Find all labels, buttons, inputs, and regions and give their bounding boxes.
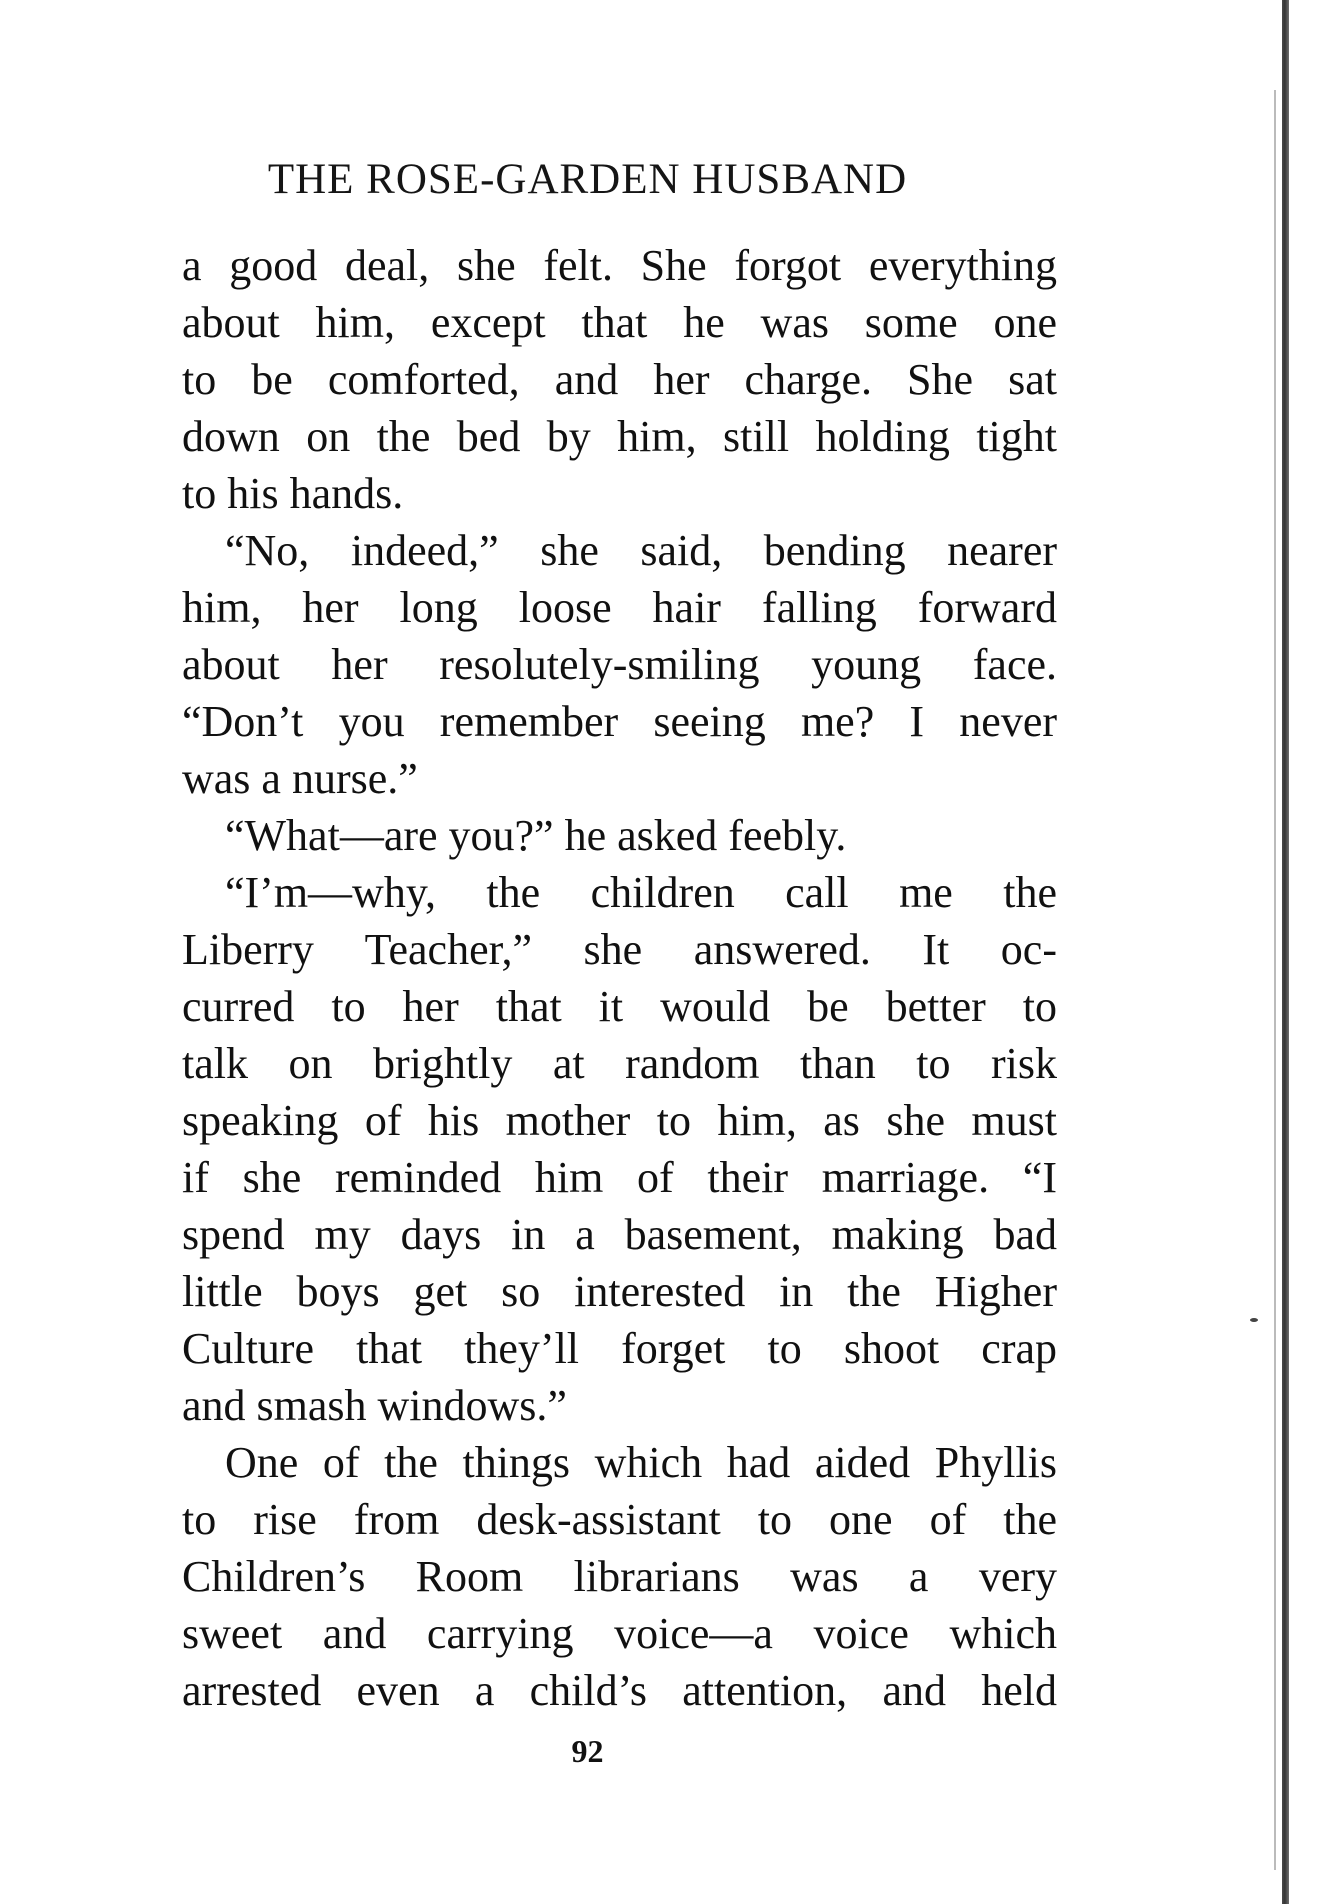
text-line: curred to her that it would be better to <box>182 982 1057 1031</box>
text-line: Children’s Room librarians was a very <box>182 1552 1057 1601</box>
text-line: a good deal, she felt. She forgot everything <box>182 241 1057 290</box>
text-line: sweet and carrying voice—a voice which <box>182 1609 1057 1658</box>
text-line: spend my days in a basement, making bad <box>182 1210 1057 1259</box>
text-line: and smash windows.” <box>182 1381 567 1430</box>
text-line: to his hands. <box>182 469 404 518</box>
text-line: “What—are you?” he asked feebly. <box>225 811 847 860</box>
page-number: 92 <box>571 1733 604 1769</box>
text-line: talk on brightly at random than to risk <box>182 1039 1057 1088</box>
text-line: down on the bed by him, still holding tight <box>182 412 1057 461</box>
text-line: to rise from desk-assistant to one of the <box>182 1495 1057 1544</box>
text-line: Liberry Teacher,” she answered. It oc- <box>182 925 1057 974</box>
text-line: to be comforted, and her charge. She sat <box>182 355 1057 404</box>
text-line: “Don’t you remember seeing me? I never <box>182 697 1057 746</box>
text-line: Culture that they’ll forget to shoot crap <box>182 1324 1057 1373</box>
binding-shadow <box>1282 0 1289 1904</box>
text-line: One of the things which had aided Phyllis <box>225 1438 1057 1487</box>
text-line: speaking of his mother to him, as she must <box>182 1096 1057 1145</box>
text-line: about him, except that he was some one <box>182 298 1057 347</box>
text-line: if she reminded him of their marriage. “I <box>182 1153 1057 1202</box>
binding-edge-line <box>1274 90 1276 1870</box>
ink-speck <box>1250 1318 1258 1322</box>
text-line: “No, indeed,” she said, bending nearer <box>225 526 1057 575</box>
running-head: THE ROSE-GARDEN HUSBAND <box>267 156 908 203</box>
text-line: was a nurse.” <box>182 754 418 803</box>
text-line: little boys get so interested in the Higher <box>182 1267 1057 1316</box>
text-line: “I’m—why, the children call me the <box>225 868 1057 917</box>
text-line: arrested even a child’s attention, and held <box>182 1666 1057 1715</box>
text-line: him, her long loose hair falling forward <box>182 583 1057 632</box>
text-line: about her resolutely-smiling young face. <box>182 640 1057 689</box>
